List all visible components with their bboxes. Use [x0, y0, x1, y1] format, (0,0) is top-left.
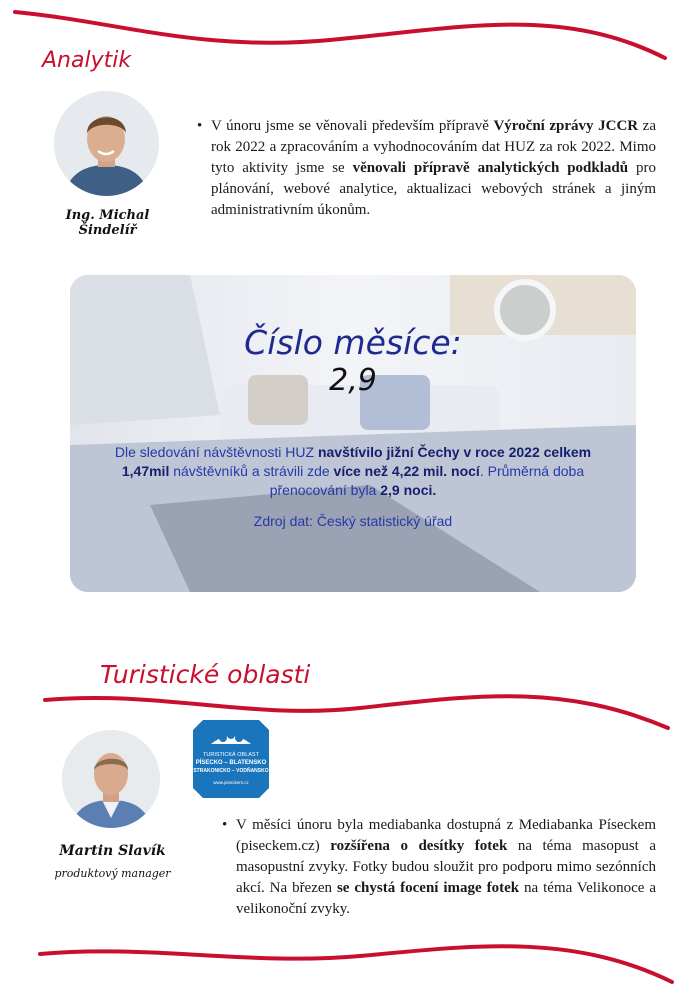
section-title-analytik: Analytik — [42, 48, 132, 73]
analytik-text-3: pro plánování, webové analytice, aktualizaci webových stránek a jiným administrativním úkonům. — [211, 160, 656, 218]
card-description — [100, 443, 606, 500]
stat-card — [70, 275, 636, 592]
turisticke-bold-2: se chystá focení image fotek — [336, 880, 520, 896]
person-name-turisticke: Martin Slavík — [59, 843, 166, 859]
turisticke-text-1: V měsíci únoru byla mediabanka dostupná z Mediabanka Píseckem (piseckem.cz) — [236, 817, 656, 854]
bottom-wave-divider — [0, 930, 700, 1000]
turisticka-oblast-logo — [193, 720, 269, 798]
analytik-bold-1: Výroční zprávy JCCR — [493, 118, 639, 134]
card-bold-3: 2,9 noci. — [380, 482, 437, 498]
avatar-michal-sindelir — [54, 91, 159, 196]
card-source: Zdroj dat: Český statistický úřad — [253, 513, 453, 529]
card-title: Číslo měsíce: — [244, 323, 462, 362]
card-text-2: návštěvníků a strávili zde — [169, 463, 334, 479]
logo-url: www.piseckem.cz — [213, 780, 249, 785]
card-text-1: Dle sledování návštěvnosti HUZ — [114, 444, 318, 460]
card-number: 2,9 — [329, 363, 377, 398]
analytik-text-2: za rok 2022 a zpracováním a vyhodnocováním dat HUZ za rok 2022. Mimo tyto aktivity jsme se — [211, 118, 656, 176]
card-text-3: . Průměrná doba přenocování byla — [269, 463, 585, 498]
bullet-icon: • — [222, 817, 228, 833]
turisticke-bold-1: rozšířena o desítky fotek — [330, 838, 508, 854]
bullet-icon: • — [197, 118, 203, 134]
logo-line-3: STRAKONICKO – VODŇANSKO — [193, 768, 269, 774]
logo-line-2: PÍSECKO – BLATENSKO — [195, 760, 267, 766]
card-bold-2: více než 4,22 mil. nocí — [333, 463, 480, 479]
turisticke-text-2: na téma masopust a masopustní zvyky. Fotky budou sloužit pro podporu mimo sezónních akcí. Na březen — [236, 838, 657, 896]
avatar-martin-slavik — [62, 730, 160, 828]
person-role-turisticke: produktový manager — [54, 867, 171, 880]
analytik-text-1: V únoru jsme se věnovali především přípravě — [211, 118, 494, 134]
section-title-turisticke-oblasti: Turistické oblasti — [100, 660, 311, 689]
person-name-analytik: Ing. Michal Šindelíř — [65, 208, 150, 238]
turisticke-text-3: na téma Velikonoce a velikonoční zvyky. — [236, 880, 656, 917]
logo-line-1: TURISTICKÁ OBLAST — [203, 752, 259, 758]
turisticke-paragraph — [222, 815, 657, 920]
analytik-bold-2: věnovali přípravě analytických podkladů — [352, 160, 629, 176]
analytik-paragraph — [197, 116, 656, 221]
card-bold-1: navštívilo jižní Čechy v roce 2022 celkem 1,47mil — [121, 444, 592, 479]
